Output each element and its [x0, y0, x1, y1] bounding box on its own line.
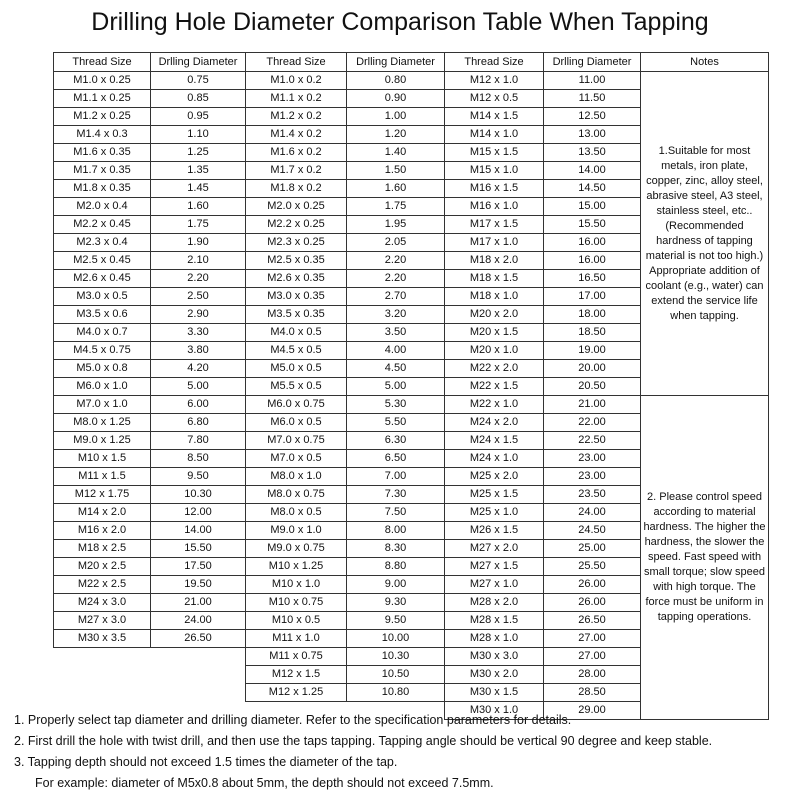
thread-size-cell: M4.5 x 0.75 — [53, 341, 151, 360]
drilling-diameter-cell: 1.40 — [346, 143, 445, 162]
thread-size-cell: M8.0 x 0.5 — [245, 503, 347, 522]
column-header-2: Drlling Diameter — [150, 52, 246, 72]
drilling-diameter-cell: 22.50 — [543, 431, 641, 450]
drilling-diameter-cell: 23.00 — [543, 467, 641, 486]
thread-size-cell: M4.0 x 0.7 — [53, 323, 151, 342]
thread-size-cell: M1.2 x 0.2 — [245, 107, 347, 126]
thread-size-cell: M1.4 x 0.3 — [53, 125, 151, 144]
thread-size-cell: M18 x 2.0 — [444, 251, 544, 270]
drilling-diameter-cell: 29.00 — [543, 701, 641, 720]
drilling-diameter-cell: 1.35 — [150, 161, 246, 180]
thread-size-cell: M14 x 2.0 — [53, 503, 151, 522]
thread-size-cell: M2.3 x 0.25 — [245, 233, 347, 252]
drilling-diameter-cell: 10.80 — [346, 683, 445, 702]
thread-size-cell: M9.0 x 0.75 — [245, 539, 347, 558]
drilling-diameter-cell: 9.50 — [150, 467, 246, 486]
footnote-3: 3. Tapping depth should not exceed 1.5 times the diameter of the tap. — [14, 755, 398, 769]
drilling-diameter-cell: 2.90 — [150, 305, 246, 324]
thread-size-cell: M2.0 x 0.25 — [245, 197, 347, 216]
drilling-diameter-cell: 26.50 — [150, 629, 246, 648]
thread-size-cell: M30 x 3.5 — [53, 629, 151, 648]
drilling-diameter-cell: 18.00 — [543, 305, 641, 324]
drilling-diameter-cell: 7.30 — [346, 485, 445, 504]
drilling-diameter-cell: 2.20 — [346, 251, 445, 270]
thread-size-cell: M1.7 x 0.35 — [53, 161, 151, 180]
drilling-diameter-cell: 6.50 — [346, 449, 445, 468]
drilling-diameter-cell: 7.50 — [346, 503, 445, 522]
drilling-diameter-cell: 28.50 — [543, 683, 641, 702]
thread-size-cell: M1.4 x 0.2 — [245, 125, 347, 144]
thread-size-cell: M26 x 1.5 — [444, 521, 544, 540]
thread-size-cell: M1.8 x 0.2 — [245, 179, 347, 198]
thread-size-cell: M18 x 1.0 — [444, 287, 544, 306]
drilling-diameter-cell: 10.00 — [346, 629, 445, 648]
thread-size-cell: M15 x 1.0 — [444, 161, 544, 180]
thread-size-cell: M6.0 x 0.75 — [245, 395, 347, 414]
thread-size-cell: M3.5 x 0.6 — [53, 305, 151, 324]
thread-size-cell: M1.0 x 0.2 — [245, 71, 347, 90]
drilling-diameter-cell: 8.30 — [346, 539, 445, 558]
thread-size-cell: M10 x 1.25 — [245, 557, 347, 576]
drilling-diameter-cell: 16.50 — [543, 269, 641, 288]
thread-size-cell: M27 x 2.0 — [444, 539, 544, 558]
thread-size-cell: M1.7 x 0.2 — [245, 161, 347, 180]
thread-size-cell: M25 x 1.0 — [444, 503, 544, 522]
thread-size-cell: M12 x 0.5 — [444, 89, 544, 108]
thread-size-cell: M25 x 1.5 — [444, 485, 544, 504]
drilling-diameter-cell: 12.50 — [543, 107, 641, 126]
drilling-diameter-cell: 14.50 — [543, 179, 641, 198]
drilling-diameter-cell: 0.95 — [150, 107, 246, 126]
drilling-diameter-cell: 3.30 — [150, 323, 246, 342]
thread-size-cell: M12 x 1.25 — [245, 683, 347, 702]
drilling-diameter-cell: 26.50 — [543, 611, 641, 630]
column-header-4: Drlling Diameter — [346, 52, 445, 72]
thread-size-cell: M3.0 x 0.5 — [53, 287, 151, 306]
thread-size-cell: M6.0 x 0.5 — [245, 413, 347, 432]
thread-size-cell: M2.0 x 0.4 — [53, 197, 151, 216]
column-header-5: Thread Size — [444, 52, 544, 72]
drilling-diameter-cell: 24.00 — [543, 503, 641, 522]
thread-size-cell: M16 x 1.5 — [444, 179, 544, 198]
drilling-diameter-cell: 20.00 — [543, 359, 641, 378]
note-1: 1.Suitable for most metals, iron plate, copper, zinc, alloy steel, abrasive steel, A3 steel, stainless steel, etc..(Recommended hardness of tapping material is not too high.) Appropriate addition of coolant (e.g., water) can extend the service life when tapping. — [640, 71, 769, 396]
footnote-2: 2. First drill the hole with twist drill, and then use the taps tapping. Tapping angle should be vertical 90 degree and keep stable. — [14, 734, 713, 748]
drilling-diameter-cell: 19.50 — [150, 575, 246, 594]
drilling-diameter-cell: 11.00 — [543, 71, 641, 90]
drilling-diameter-cell: 25.00 — [543, 539, 641, 558]
thread-size-cell: M5.0 x 0.8 — [53, 359, 151, 378]
thread-size-cell: M24 x 2.0 — [444, 413, 544, 432]
drilling-diameter-cell: 7.80 — [150, 431, 246, 450]
drilling-diameter-cell: 6.30 — [346, 431, 445, 450]
drilling-diameter-cell: 2.20 — [150, 269, 246, 288]
drilling-diameter-cell: 8.80 — [346, 557, 445, 576]
drilling-diameter-cell: 5.00 — [150, 377, 246, 396]
thread-size-cell: M12 x 1.75 — [53, 485, 151, 504]
drilling-diameter-cell: 17.50 — [150, 557, 246, 576]
drilling-diameter-cell: 10.30 — [346, 647, 445, 666]
footnotes — [14, 710, 794, 794]
drilling-diameter-cell: 5.30 — [346, 395, 445, 414]
drilling-diameter-cell: 1.75 — [150, 215, 246, 234]
thread-size-cell: M12 x 1.0 — [444, 71, 544, 90]
drilling-diameter-cell: 24.50 — [543, 521, 641, 540]
drilling-diameter-cell: 13.00 — [543, 125, 641, 144]
thread-size-cell: M8.0 x 1.25 — [53, 413, 151, 432]
thread-size-cell: M30 x 1.0 — [444, 701, 544, 720]
drilling-diameter-cell: 6.00 — [150, 395, 246, 414]
note-2: 2. Please control speed according to material hardness. The higher the hardness, the slower the speed. Fast speed with small torque; slow speed with high torque. The force must be uniform in tapping operations. — [640, 395, 769, 720]
thread-size-cell: M27 x 1.5 — [444, 557, 544, 576]
drilling-diameter-cell: 7.00 — [346, 467, 445, 486]
drilling-diameter-cell: 14.00 — [543, 161, 641, 180]
thread-size-cell: M5.0 x 0.5 — [245, 359, 347, 378]
drilling-diameter-cell: 20.50 — [543, 377, 641, 396]
thread-size-cell: M28 x 1.0 — [444, 629, 544, 648]
drilling-diameter-cell: 2.05 — [346, 233, 445, 252]
drilling-diameter-cell: 12.00 — [150, 503, 246, 522]
thread-size-cell: M3.0 x 0.35 — [245, 287, 347, 306]
thread-size-cell: M2.6 x 0.45 — [53, 269, 151, 288]
thread-size-cell: M11 x 1.0 — [245, 629, 347, 648]
drilling-diameter-cell: 6.80 — [150, 413, 246, 432]
thread-size-cell: M2.3 x 0.4 — [53, 233, 151, 252]
thread-size-cell: M7.0 x 0.5 — [245, 449, 347, 468]
drilling-diameter-cell: 15.50 — [150, 539, 246, 558]
thread-size-cell: M4.5 x 0.5 — [245, 341, 347, 360]
thread-size-cell: M10 x 0.5 — [245, 611, 347, 630]
thread-size-cell: M20 x 1.5 — [444, 323, 544, 342]
thread-size-cell: M27 x 1.0 — [444, 575, 544, 594]
drilling-diameter-cell: 26.00 — [543, 593, 641, 612]
thread-size-cell: M18 x 1.5 — [444, 269, 544, 288]
thread-size-cell: M12 x 1.5 — [245, 665, 347, 684]
drilling-diameter-cell: 10.50 — [346, 665, 445, 684]
thread-size-cell: M30 x 3.0 — [444, 647, 544, 666]
drilling-diameter-table — [53, 52, 768, 716]
drilling-diameter-cell: 8.50 — [150, 449, 246, 468]
column-header-7: Notes — [640, 52, 769, 72]
thread-size-cell: M2.2 x 0.25 — [245, 215, 347, 234]
page-title: Drilling Hole Diameter Comparison Table When Tapping — [91, 8, 709, 36]
drilling-diameter-cell: 1.10 — [150, 125, 246, 144]
drilling-diameter-cell: 1.50 — [346, 161, 445, 180]
thread-size-cell: M2.6 x 0.35 — [245, 269, 347, 288]
thread-size-cell: M17 x 1.0 — [444, 233, 544, 252]
thread-size-cell: M1.2 x 0.25 — [53, 107, 151, 126]
thread-size-cell: M22 x 2.0 — [444, 359, 544, 378]
drilling-diameter-cell: 21.00 — [543, 395, 641, 414]
drilling-diameter-cell: 0.80 — [346, 71, 445, 90]
thread-size-cell: M1.8 x 0.35 — [53, 179, 151, 198]
drilling-diameter-cell: 1.75 — [346, 197, 445, 216]
column-header-1: Thread Size — [53, 52, 151, 72]
thread-size-cell: M10 x 0.75 — [245, 593, 347, 612]
drilling-diameter-cell: 27.00 — [543, 629, 641, 648]
thread-size-cell: M22 x 1.5 — [444, 377, 544, 396]
thread-size-cell: M30 x 2.0 — [444, 665, 544, 684]
drilling-diameter-cell: 21.00 — [150, 593, 246, 612]
thread-size-cell: M24 x 3.0 — [53, 593, 151, 612]
footnote-example: For example: diameter of M5x0.8 about 5mm, the depth should not exceed 7.5mm. — [35, 776, 494, 790]
drilling-diameter-cell: 25.50 — [543, 557, 641, 576]
drilling-diameter-cell: 26.00 — [543, 575, 641, 594]
thread-size-cell: M8.0 x 0.75 — [245, 485, 347, 504]
thread-size-cell: M16 x 2.0 — [53, 521, 151, 540]
thread-size-cell: M4.0 x 0.5 — [245, 323, 347, 342]
drilling-diameter-cell: 23.00 — [543, 449, 641, 468]
drilling-diameter-cell: 1.95 — [346, 215, 445, 234]
drilling-diameter-cell: 14.00 — [150, 521, 246, 540]
drilling-diameter-cell: 16.00 — [543, 251, 641, 270]
thread-size-cell: M18 x 2.5 — [53, 539, 151, 558]
thread-size-cell: M1.1 x 0.2 — [245, 89, 347, 108]
thread-size-cell: M5.5 x 0.5 — [245, 377, 347, 396]
drilling-diameter-cell: 4.50 — [346, 359, 445, 378]
drilling-diameter-cell: 27.00 — [543, 647, 641, 666]
footnote-1: 1. Properly select tap diameter and drilling diameter. Refer to the specification parameters for details. — [14, 713, 572, 727]
thread-size-cell: M1.1 x 0.25 — [53, 89, 151, 108]
drilling-diameter-cell: 9.50 — [346, 611, 445, 630]
drilling-diameter-cell: 1.60 — [346, 179, 445, 198]
drilling-diameter-cell: 3.50 — [346, 323, 445, 342]
drilling-diameter-cell: 5.00 — [346, 377, 445, 396]
drilling-diameter-cell: 9.00 — [346, 575, 445, 594]
drilling-diameter-cell: 1.45 — [150, 179, 246, 198]
drilling-diameter-cell: 5.50 — [346, 413, 445, 432]
thread-size-cell: M11 x 0.75 — [245, 647, 347, 666]
drilling-diameter-cell: 2.10 — [150, 251, 246, 270]
thread-size-cell: M25 x 2.0 — [444, 467, 544, 486]
drilling-diameter-cell: 0.75 — [150, 71, 246, 90]
drilling-diameter-cell: 15.00 — [543, 197, 641, 216]
drilling-diameter-cell: 1.25 — [150, 143, 246, 162]
thread-size-cell: M20 x 1.0 — [444, 341, 544, 360]
thread-size-cell: M7.0 x 1.0 — [53, 395, 151, 414]
thread-size-cell: M30 x 1.5 — [444, 683, 544, 702]
drilling-diameter-cell: 10.30 — [150, 485, 246, 504]
thread-size-cell: M14 x 1.0 — [444, 125, 544, 144]
thread-size-cell: M20 x 2.5 — [53, 557, 151, 576]
thread-size-cell: M11 x 1.5 — [53, 467, 151, 486]
thread-size-cell: M2.2 x 0.45 — [53, 215, 151, 234]
drilling-diameter-cell: 1.90 — [150, 233, 246, 252]
thread-size-cell: M17 x 1.5 — [444, 215, 544, 234]
drilling-diameter-cell: 1.00 — [346, 107, 445, 126]
thread-size-cell: M1.6 x 0.2 — [245, 143, 347, 162]
drilling-diameter-cell: 3.20 — [346, 305, 445, 324]
thread-size-cell: M16 x 1.0 — [444, 197, 544, 216]
drilling-diameter-cell: 9.30 — [346, 593, 445, 612]
drilling-diameter-cell: 24.00 — [150, 611, 246, 630]
drilling-diameter-cell: 1.20 — [346, 125, 445, 144]
column-header-6: Drlling Diameter — [543, 52, 641, 72]
thread-size-cell: M24 x 1.5 — [444, 431, 544, 450]
drilling-diameter-cell: 15.50 — [543, 215, 641, 234]
drilling-diameter-cell: 2.50 — [150, 287, 246, 306]
thread-size-cell: M2.5 x 0.35 — [245, 251, 347, 270]
thread-size-cell: M1.6 x 0.35 — [53, 143, 151, 162]
drilling-diameter-cell: 8.00 — [346, 521, 445, 540]
thread-size-cell: M3.5 x 0.35 — [245, 305, 347, 324]
drilling-diameter-cell: 13.50 — [543, 143, 641, 162]
thread-size-cell: M9.0 x 1.0 — [245, 521, 347, 540]
thread-size-cell: M9.0 x 1.25 — [53, 431, 151, 450]
thread-size-cell: M1.0 x 0.25 — [53, 71, 151, 90]
thread-size-cell: M2.5 x 0.45 — [53, 251, 151, 270]
thread-size-cell: M8.0 x 1.0 — [245, 467, 347, 486]
drilling-diameter-cell: 18.50 — [543, 323, 641, 342]
drilling-diameter-cell: 0.90 — [346, 89, 445, 108]
thread-size-cell: M10 x 1.5 — [53, 449, 151, 468]
column-header-3: Thread Size — [245, 52, 347, 72]
thread-size-cell: M24 x 1.0 — [444, 449, 544, 468]
thread-size-cell: M10 x 1.0 — [245, 575, 347, 594]
drilling-diameter-cell: 11.50 — [543, 89, 641, 108]
drilling-diameter-cell: 19.00 — [543, 341, 641, 360]
thread-size-cell: M28 x 2.0 — [444, 593, 544, 612]
thread-size-cell: M15 x 1.5 — [444, 143, 544, 162]
drilling-diameter-cell: 28.00 — [543, 665, 641, 684]
drilling-diameter-cell: 3.80 — [150, 341, 246, 360]
drilling-diameter-cell: 16.00 — [543, 233, 641, 252]
drilling-diameter-cell: 0.85 — [150, 89, 246, 108]
drilling-diameter-cell: 2.70 — [346, 287, 445, 306]
thread-size-cell: M22 x 1.0 — [444, 395, 544, 414]
thread-size-cell: M20 x 2.0 — [444, 305, 544, 324]
thread-size-cell: M22 x 2.5 — [53, 575, 151, 594]
thread-size-cell: M6.0 x 1.0 — [53, 377, 151, 396]
drilling-diameter-cell: 23.50 — [543, 485, 641, 504]
thread-size-cell: M14 x 1.5 — [444, 107, 544, 126]
thread-size-cell: M28 x 1.5 — [444, 611, 544, 630]
drilling-diameter-cell: 4.20 — [150, 359, 246, 378]
drilling-diameter-cell: 2.20 — [346, 269, 445, 288]
drilling-diameter-cell: 22.00 — [543, 413, 641, 432]
thread-size-cell: M27 x 3.0 — [53, 611, 151, 630]
drilling-diameter-cell: 4.00 — [346, 341, 445, 360]
thread-size-cell: M7.0 x 0.75 — [245, 431, 347, 450]
drilling-diameter-cell: 17.00 — [543, 287, 641, 306]
drilling-diameter-cell: 1.60 — [150, 197, 246, 216]
